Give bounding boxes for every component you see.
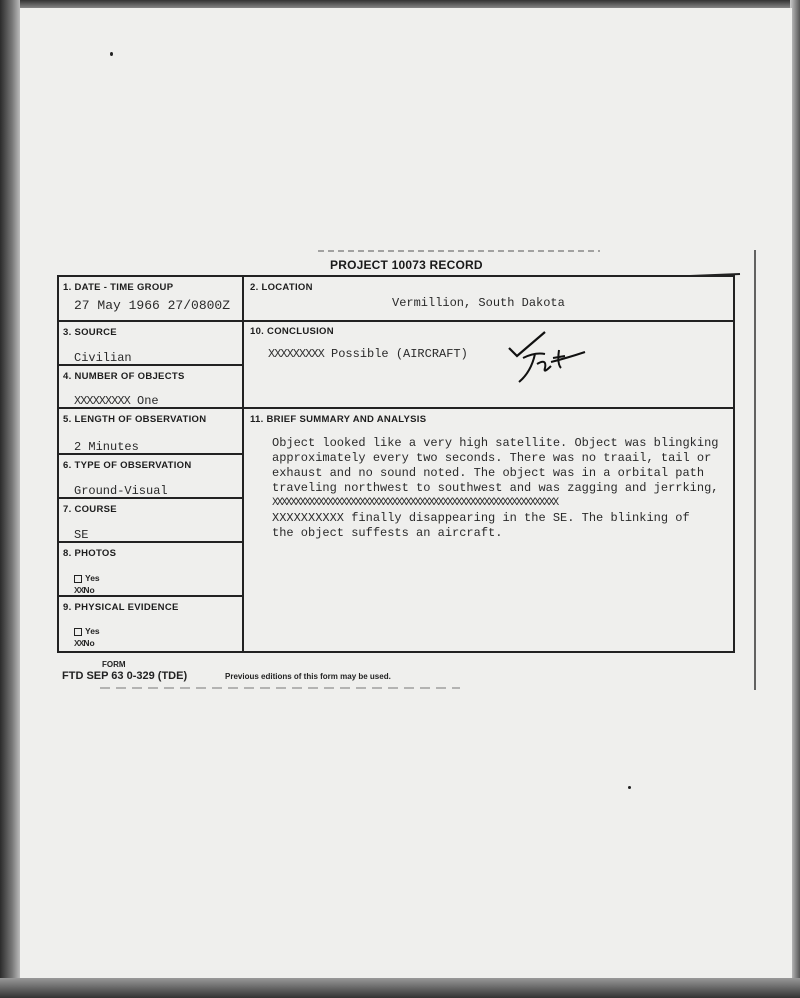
photos-yes-option: Yes (74, 573, 100, 583)
conclusion-value (268, 347, 468, 361)
type-value: Ground-Visual (74, 484, 168, 498)
summary-text (272, 436, 742, 541)
source-label: 3. SOURCE (63, 327, 117, 338)
evidence-yes-option: Yes (74, 626, 100, 636)
source-value: Civilian (74, 351, 132, 365)
summary-line: the object suffests an aircraft. (272, 526, 503, 540)
handwritten-check-initials (505, 328, 595, 388)
summary-line: traveling northwest to southwest and was zagging and jerrking, (272, 481, 719, 495)
type-label: 6. TYPE OF OBSERVATION (63, 460, 192, 471)
physical-evidence-label: 9. PHYSICAL EVIDENCE (63, 602, 179, 613)
checkbox-empty (74, 628, 82, 636)
row-divider (57, 407, 735, 409)
conclusion-label: 10. CONCLUSION (250, 326, 334, 337)
course-label: 7. COURSE (63, 504, 117, 515)
photos-label: 8. PHOTOS (63, 548, 117, 559)
summary-line: exhaust and no sound noted. The object was in a orbital path (272, 466, 705, 480)
location-value: Vermillion, South Dakota (392, 296, 565, 310)
number-of-objects-value (74, 394, 159, 408)
redaction-mark: XXXXXXXXX (74, 394, 130, 408)
typed-x-mark: XX (74, 638, 84, 648)
typed-x-mark: XX (74, 585, 84, 595)
form-title: PROJECT 10073 RECORD (330, 258, 483, 272)
summary-label: 11. BRIEF SUMMARY AND ANALYSIS (250, 414, 427, 425)
row-divider (57, 595, 244, 597)
checkbox-empty (74, 575, 82, 583)
number-of-objects-label: 4. NUMBER OF OBJECTS (63, 371, 185, 382)
length-value: 2 Minutes (74, 440, 139, 454)
evidence-no-option: XXNo (74, 638, 95, 648)
footer-form-code: FTD SEP 63 0-329 (TDE) (62, 670, 188, 682)
summary-line: XXXXXXXXXX finally disappearing in the SE. The blinking of (272, 511, 690, 525)
date-label: 1. DATE - TIME GROUP (63, 282, 174, 293)
photos-no-option: XXNo (74, 585, 95, 595)
footer-form-word: FORM (102, 660, 126, 669)
conclusion-text: Possible (AIRCRAFT) (331, 347, 468, 361)
summary-redacted-line: XXXXXXXXXXXXXXXXXXXXXXXXXXXXXXXXXXXXXXXXXXXXXXXXXXXXXXXXXXXXXX (272, 497, 558, 509)
footer-note: Previous editions of this form may be used. (225, 672, 391, 681)
redaction-mark: XXXXXXXXX (268, 347, 324, 361)
row-divider (57, 320, 735, 322)
summary-line: approximately every two seconds. There was no traail, tail or (272, 451, 712, 465)
date-value: 27 May 1966 27/0800Z (74, 298, 231, 313)
summary-line: Object looked like a very high satellite. Object was blingking (272, 436, 719, 450)
course-value: SE (74, 528, 89, 542)
length-label: 5. LENGTH OF OBSERVATION (63, 414, 207, 425)
location-label: 2. LOCATION (250, 282, 313, 293)
number-of-objects-text: One (137, 394, 159, 408)
